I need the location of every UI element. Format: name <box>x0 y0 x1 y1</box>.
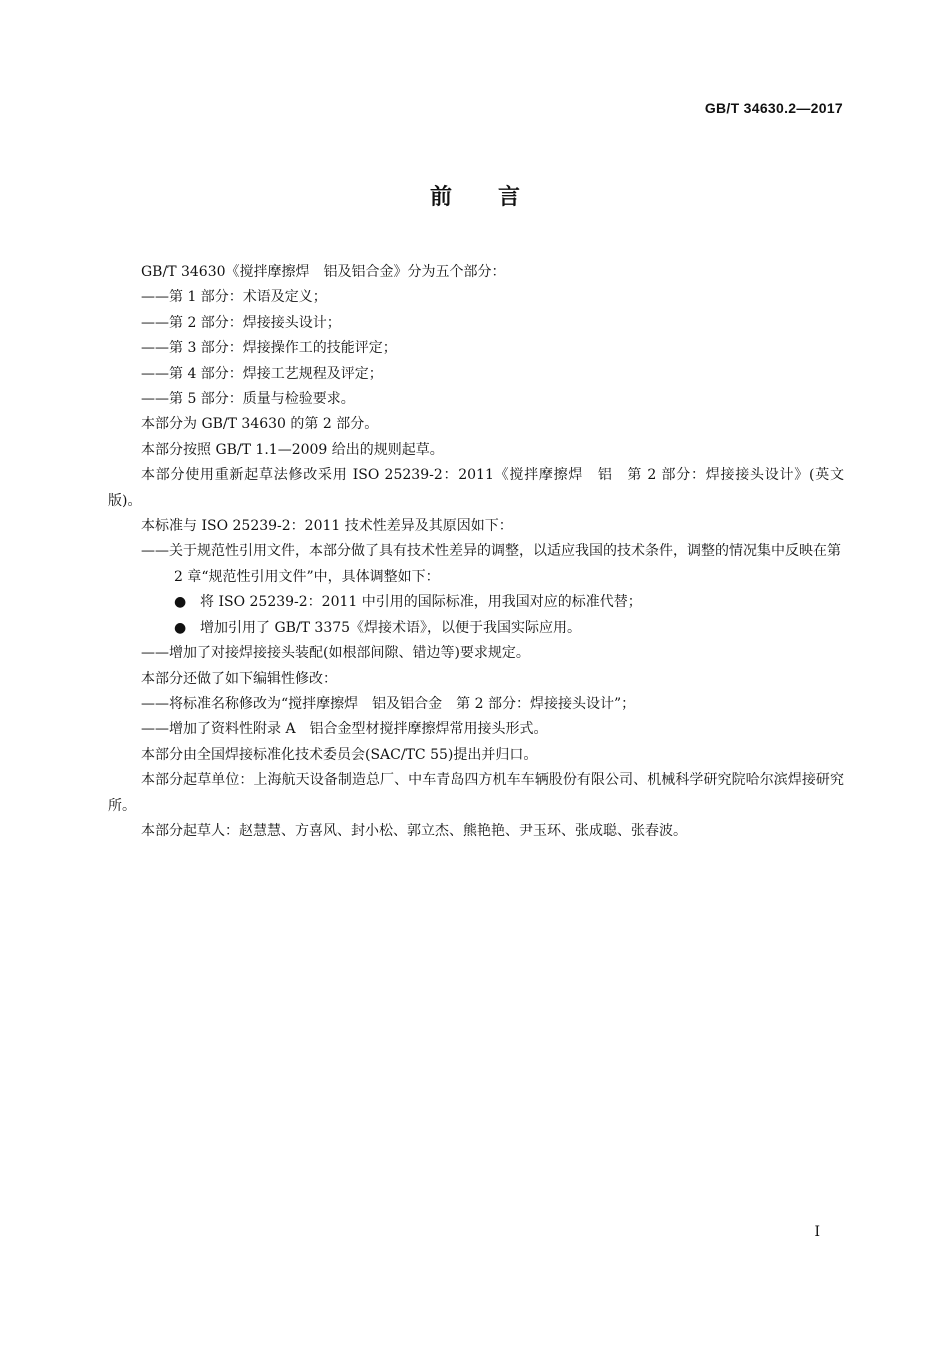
bullet-item <box>108 590 844 615</box>
list-item: ——第 3 部分：焊接操作工的技能评定； <box>141 340 397 357</box>
paragraph: 本部分由全国焊接标准化技术委员会(SAC/TC 55)提出并归口。 <box>141 746 538 763</box>
title-char-1: 前 <box>429 185 452 210</box>
title-char-2: 言 <box>498 185 521 210</box>
paragraph: 本标准与 ISO 25239-2：2011 技术性差异及其原因如下： <box>141 518 513 535</box>
list-item: ——第 5 部分：质量与检验要求。 <box>141 391 355 408</box>
bullet-text: 将 ISO 25239-2：2011 中引用的国际标准，用我国对应的标准代替； <box>200 594 642 611</box>
foreword-body <box>108 260 844 844</box>
list-item: ——关于规范性引用文件，本部分做了具有技术性差异的调整，以适应我国的技术条件，调整的情况集中反映在第 2 章“规范性引用文件”中，具体调整如下： <box>141 543 841 585</box>
list-item: ——将标准名称修改为“搅拌摩擦焊 铝及铝合金 第 2 部分：焊接接头设计”； <box>141 695 636 712</box>
paragraph: 本部分起草单位：上海航天设备制造总厂、中车青岛四方机车车辆股份有限公司、机械科学研究院哈尔滨焊接研究所。 <box>108 772 844 814</box>
standard-code: GB/T 34630.2—2017 <box>704 100 843 116</box>
bullet-icon: ● <box>174 619 187 636</box>
page-title <box>0 180 950 211</box>
paragraph: 本部分还做了如下编辑性修改： <box>141 670 337 687</box>
page-number: I <box>814 1224 820 1240</box>
list-item: ——第 2 部分：焊接接头设计； <box>141 314 341 331</box>
list-item: ——第 1 部分：术语及定义； <box>141 289 327 306</box>
list-item: ——增加了对接焊接接头装配(如根部间隙、错边等)要求规定。 <box>141 645 530 662</box>
paragraph: 本部分使用重新起草法修改采用 ISO 25239-2：2011《搅拌摩擦焊 铝 第 2 部分：焊接接头设计》(英文版)。 <box>108 467 844 509</box>
list-item: ——第 4 部分：焊接工艺规程及评定； <box>141 365 383 382</box>
paragraph: 本部分为 GB/T 34630 的第 2 部分。 <box>141 416 379 433</box>
bullet-item <box>108 616 844 641</box>
list-item: ——增加了资料性附录 A 铝合金型材搅拌摩擦焊常用接头形式。 <box>141 721 548 738</box>
paragraph: 本部分按照 GB/T 1.1—2009 给出的规则起草。 <box>141 441 444 458</box>
bullet-icon: ● <box>174 594 187 611</box>
bullet-text: 增加引用了 GB/T 3375《焊接术语》，以便于我国实际应用。 <box>200 619 582 636</box>
paragraph: 本部分起草人：赵慧慧、方喜风、封小松、郭立杰、熊艳艳、尹玉环、张成聪、张春波。 <box>141 822 687 839</box>
paragraph: GB/T 34630《搅拌摩擦焊 铝及铝合金》分为五个部分： <box>141 264 506 280</box>
